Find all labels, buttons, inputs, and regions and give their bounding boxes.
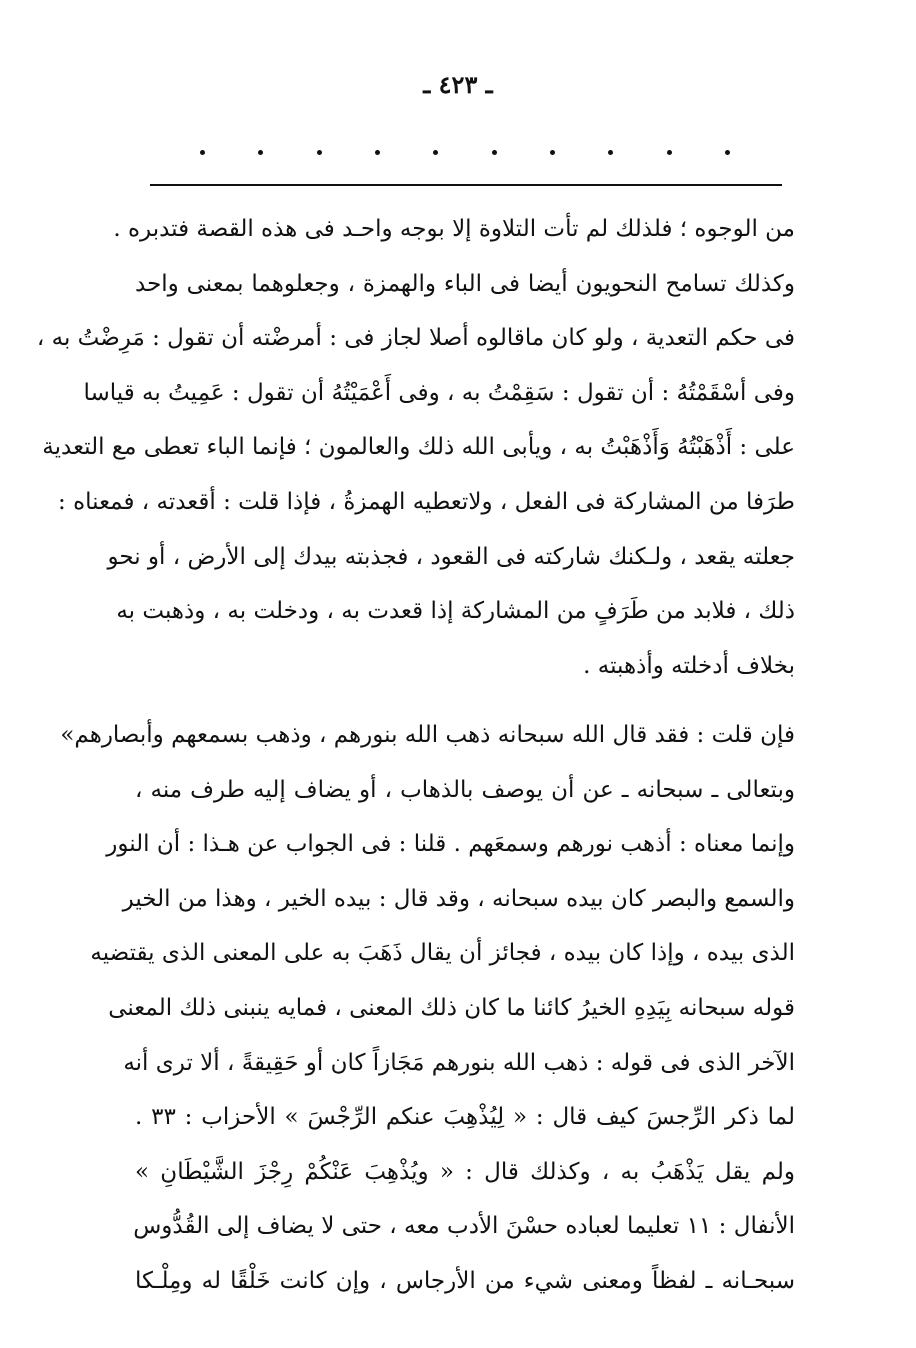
paragraph-1	[36, 202, 795, 693]
text-line: الآخر الذى فى قوله : ذهب الله بنورهم مَجَازاً كان أو حَقِيقةً ، ألا ترى أنه	[123, 1049, 795, 1076]
text-line: وكذلك تسامح النحويون أيضا فى الباء والهمزة ، وجعلوهما بمعنى واحد	[135, 270, 795, 297]
dot	[725, 150, 730, 155]
text-line: ذلك ، فلابد من طَرَفٍ من المشاركة إذا قعدت به ، ودخلت به ، وذهبت به	[116, 598, 795, 625]
text-line: فإن قلت : فقد قال الله سبحانه ذهب الله بنورهم ، وذهب بسمعهم وأبصارهم»	[60, 722, 795, 748]
text-line: طرَفا من المشاركة فى الفعل ، ولاتعطيه الهمزةُ ، فإذا قلت : أقعدته ، فمعناه :	[58, 488, 795, 515]
text-line: الأنفال : ١١ تعليما لعباده حسْنَ الأدب معه ، حتى لا يضاف إلى القُدُّوس	[133, 1213, 795, 1240]
text-line: وفى أسْقَمْتُهُ : أن تقول : سَقِمْتُ به ، وفى أَعْمَيْتُهُ أن تقول : عَمِيتُ به قياسا	[83, 379, 795, 406]
separator-rule	[150, 184, 782, 186]
text-line: جعلته يقعد ، ولـكنك شاركته فى القعود ، فجذبته بيدك إلى الأرض ، أو نحو	[107, 543, 795, 570]
text-line: الذى بيده ، وإذا كان بيده ، فجائز أن يقال ذَهَبَ به على المعنى الذى يقتضيه	[90, 940, 795, 967]
text-line: قوله سبحانه بِيَدِهِ الخيرُ كائنا ما كان ذلك المعنى ، فمايه ينبنى ذلك المعنى	[108, 994, 795, 1021]
dot	[608, 150, 613, 155]
text-line: وبتعالى ـ سبحانه ـ عن أن يوصف بالذهاب ، أو يضاف إليه طرف منه ،	[135, 776, 795, 803]
text-line: ولم يقل يَذْهَبُ به ، وكذلك قال : « ويُذْهِبَ عَنْكُمْ رِجْزَ الشَّيْطَانِ »	[135, 1158, 795, 1185]
text-line: والسمع والبصر كان بيده سبحانه ، وقد قال : بيده الخير ، وهذا من الخير	[122, 885, 795, 912]
text-line: لما ذكر الرِّجسَ كيف قال : « لِيُذْهِبَ عنكم الرِّجْسَ » الأحزاب : ٣٣ .	[135, 1104, 795, 1131]
dot	[550, 150, 555, 155]
dot	[375, 150, 380, 155]
text-line: سبحـانه ـ لفظاً ومعنى شيء من الأرجاس ، وإن كانت خَلْقًا له ومِلْـكا	[135, 1267, 795, 1294]
text-line: على : أَذْهَبْتُهُ وَأَذْهَبْتُ به ، ويأبى الله ذلك والعالمون ؛ فإنما الباء تعطى مع التعدية	[42, 434, 795, 461]
page-number: ـ ٤٢٣ ـ	[423, 70, 493, 99]
text-line: بخلاف أدخلته وأذهبته .	[583, 652, 795, 679]
text-line: وإنما معناه : أذهب نورهم وسمعَهم . قلنا : فى الجواب عن هـذا : أن النور	[106, 831, 795, 858]
dot	[258, 150, 263, 155]
ornamental-dots	[200, 150, 730, 155]
dot	[433, 150, 438, 155]
dot	[492, 150, 497, 155]
dot	[317, 150, 322, 155]
dot	[200, 150, 205, 155]
paragraph-2	[60, 708, 795, 1309]
dot	[667, 150, 672, 155]
text-line: فى حكم التعدية ، ولو كان ماقالوه أصلا لجاز فى : أمرضْته أن تقول : مَرِضْتُ به ،	[36, 325, 795, 352]
text-line: من الوجوه ؛ فلذلك لم تأت التلاوة إلا بوجه واحـد فى هذه القصة فتدبره .	[113, 216, 795, 242]
